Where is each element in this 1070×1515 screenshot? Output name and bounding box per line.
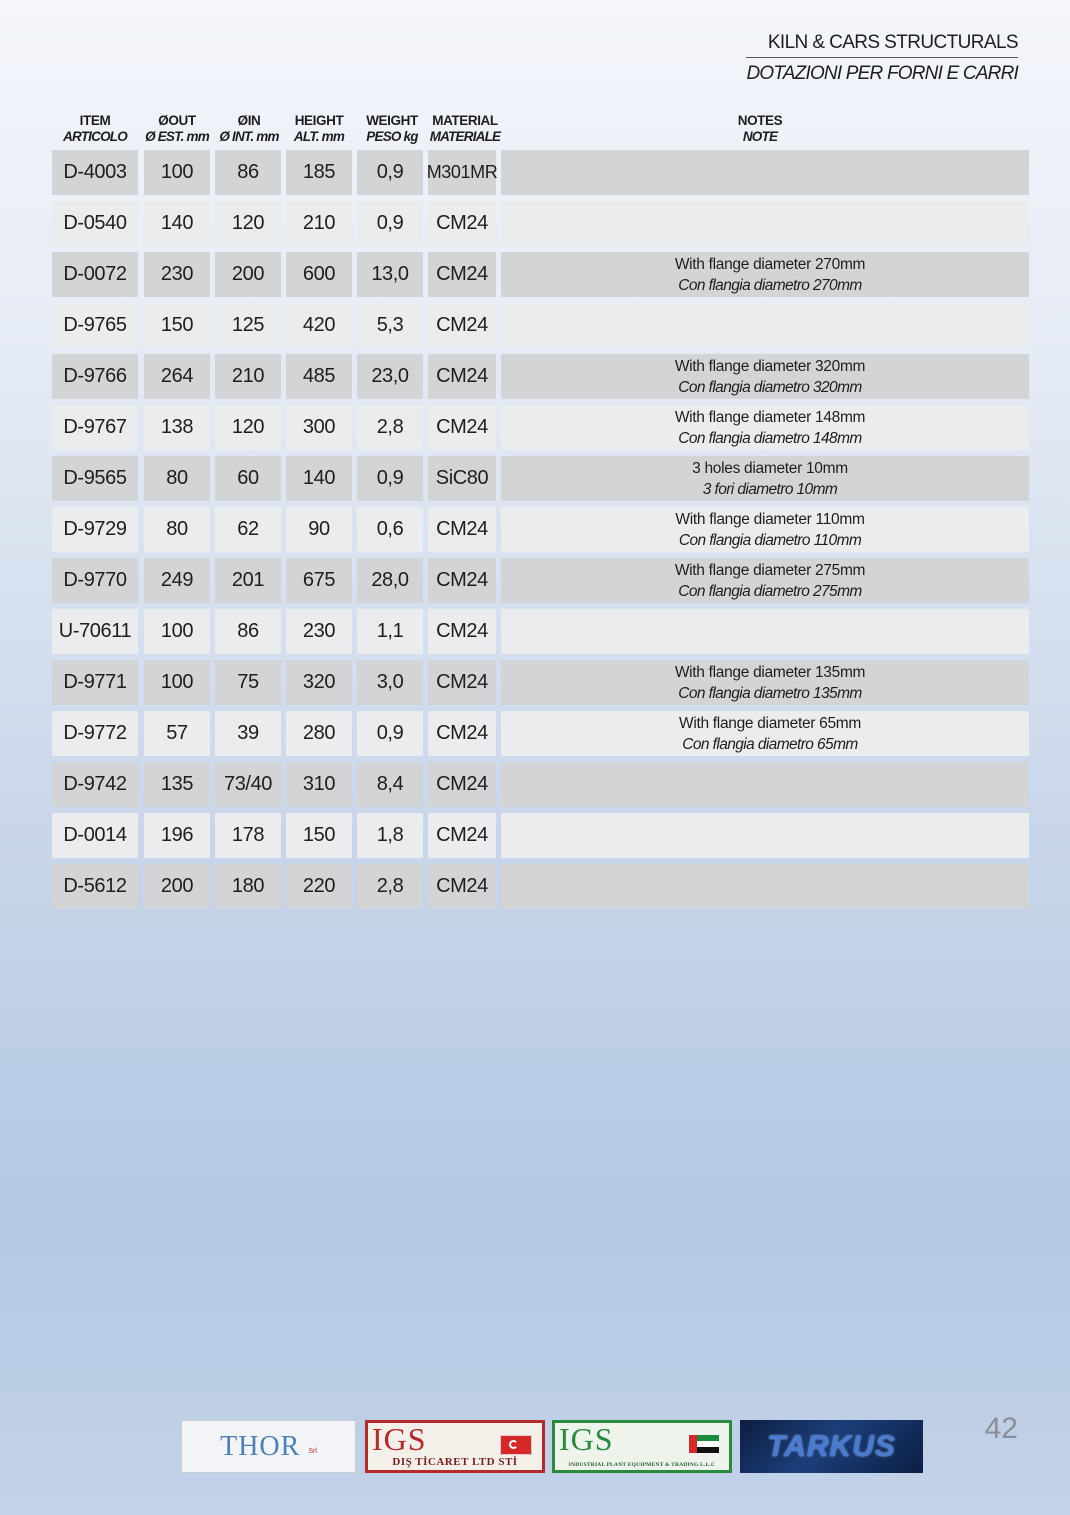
cell-notes	[501, 252, 1029, 297]
header-title-en: KILN & CARS STRUCTURALS	[746, 32, 1018, 58]
tarkus-logo: TARKUS	[740, 1420, 923, 1473]
cell-notes	[501, 711, 1029, 756]
note-it: Con flangia diametro 148mm	[678, 429, 862, 447]
cell-weight: 3,0	[357, 660, 423, 705]
igs-uae-logo: IGS INDUSTRIAL PLANT EQUIPMENT & TRADING L.L.C	[552, 1420, 732, 1473]
cell-height: 150	[286, 813, 352, 858]
cell-material: CM24	[428, 813, 496, 858]
cell-height: 420	[286, 303, 352, 348]
table-row	[52, 813, 1019, 858]
table-row	[52, 405, 1019, 450]
note-en: With flange diameter 135mm	[674, 663, 866, 681]
table-row	[52, 456, 1019, 501]
cell-item: D-0072	[52, 252, 138, 297]
cell-height: 230	[286, 609, 352, 654]
cell-item: D-5612	[52, 864, 138, 909]
colhead-notes: NOTES NOTE	[737, 113, 783, 144]
cell-item: D-9767	[52, 405, 138, 450]
cell-material: CM24	[428, 711, 496, 756]
cell-weight: 0,9	[357, 456, 423, 501]
cell-out: 135	[144, 762, 210, 807]
cell-item: D-9766	[52, 354, 138, 399]
cell-in: 86	[215, 609, 281, 654]
cell-height: 310	[286, 762, 352, 807]
table-row	[52, 354, 1019, 399]
cell-notes	[501, 813, 1029, 858]
cell-weight: 0,6	[357, 507, 423, 552]
cell-height: 320	[286, 660, 352, 705]
table-row	[52, 303, 1019, 348]
cell-material: CM24	[428, 558, 496, 603]
cell-item: D-9772	[52, 711, 138, 756]
note-it: Con flangia diametro 275mm	[678, 582, 862, 600]
cell-notes	[501, 660, 1029, 705]
cell-item: D-4003	[52, 150, 138, 195]
cell-in: 210	[215, 354, 281, 399]
note-en: With flange diameter 148mm	[674, 408, 866, 426]
turkey-flag-icon	[500, 1435, 532, 1455]
cell-notes	[501, 864, 1029, 909]
cell-notes	[501, 507, 1029, 552]
cell-notes	[501, 456, 1029, 501]
cell-height: 90	[286, 507, 352, 552]
note-it: Con flangia diametro 65mm	[682, 735, 858, 753]
cell-out: 100	[144, 609, 210, 654]
table-row	[52, 252, 1019, 297]
table-row	[52, 762, 1019, 807]
cell-material: CM24	[428, 762, 496, 807]
cell-material: CM24	[428, 507, 496, 552]
cell-out: 100	[144, 660, 210, 705]
cell-notes	[501, 558, 1029, 603]
cell-weight: 1,1	[357, 609, 423, 654]
cell-in: 200	[215, 252, 281, 297]
note-it: Con flangia diametro 110mm	[678, 531, 862, 549]
cell-material: SiC80	[428, 456, 496, 501]
cell-in: 86	[215, 150, 281, 195]
cell-height: 185	[286, 150, 352, 195]
cell-in: 125	[215, 303, 281, 348]
cell-weight: 5,3	[357, 303, 423, 348]
cell-out: 200	[144, 864, 210, 909]
cell-out: 80	[144, 507, 210, 552]
cell-weight: 8,4	[357, 762, 423, 807]
cell-item: D-9742	[52, 762, 138, 807]
cell-notes	[501, 303, 1029, 348]
cell-height: 600	[286, 252, 352, 297]
cell-in: 75	[215, 660, 281, 705]
table-row	[52, 507, 1019, 552]
cell-item: D-0540	[52, 201, 138, 246]
cell-notes	[501, 762, 1029, 807]
cell-out: 138	[144, 405, 210, 450]
cell-out: 140	[144, 201, 210, 246]
cell-in: 62	[215, 507, 281, 552]
cell-weight: 0,9	[357, 201, 423, 246]
table-row	[52, 711, 1019, 756]
colhead-material: MATERIAL MATERIALE	[429, 113, 501, 144]
cell-in: 39	[215, 711, 281, 756]
cell-material: CM24	[428, 405, 496, 450]
note-en: 3 holes diameter 10mm	[692, 459, 848, 477]
note-it: Con flangia diametro 320mm	[678, 378, 862, 396]
cell-height: 485	[286, 354, 352, 399]
cell-item: D-0014	[52, 813, 138, 858]
cell-notes	[501, 150, 1029, 195]
thor-logo: THOR Srl	[181, 1420, 356, 1473]
cell-item: D-9565	[52, 456, 138, 501]
cell-weight: 28,0	[357, 558, 423, 603]
cell-out: 57	[144, 711, 210, 756]
cell-material: CM24	[428, 303, 496, 348]
page-number: 42	[984, 1412, 1018, 1445]
cell-notes	[501, 201, 1029, 246]
cell-out: 249	[144, 558, 210, 603]
header-title-it: DOTAZIONI PER FORNI E CARRI	[746, 63, 1018, 84]
cell-height: 300	[286, 405, 352, 450]
cell-out: 230	[144, 252, 210, 297]
cell-height: 210	[286, 201, 352, 246]
product-table	[52, 150, 1019, 915]
cell-material: CM24	[428, 201, 496, 246]
cell-item: U-70611	[52, 609, 138, 654]
colhead-in: ØIN Ø INT. mm	[219, 113, 279, 144]
cell-in: 120	[215, 405, 281, 450]
cell-item: D-9770	[52, 558, 138, 603]
note-en: With flange diameter 110mm	[675, 510, 865, 528]
cell-in: 120	[215, 201, 281, 246]
cell-in: 73/40	[215, 762, 281, 807]
uae-flag-icon	[689, 1435, 719, 1453]
cell-in: 180	[215, 864, 281, 909]
colhead-out: ØOUT Ø EST. mm	[145, 113, 209, 144]
cell-weight: 13,0	[357, 252, 423, 297]
cell-height: 140	[286, 456, 352, 501]
colhead-weight: WEIGHT PESO kg	[366, 113, 418, 144]
cell-out: 196	[144, 813, 210, 858]
cell-material: CM24	[428, 354, 496, 399]
cell-in: 178	[215, 813, 281, 858]
cell-height: 675	[286, 558, 352, 603]
colhead-item: ITEM ARTICOLO	[63, 113, 127, 144]
table-row	[52, 150, 1019, 195]
cell-item: D-9771	[52, 660, 138, 705]
note-it: 3 fori diametro 10mm	[702, 480, 838, 498]
note-it: Con flangia diametro 270mm	[678, 276, 862, 294]
cell-out: 264	[144, 354, 210, 399]
cell-weight: 2,8	[357, 405, 423, 450]
cell-material: CM24	[428, 252, 496, 297]
table-row	[52, 558, 1019, 603]
cell-out: 80	[144, 456, 210, 501]
cell-material: CM24	[428, 864, 496, 909]
note-en: With flange diameter 275mm	[674, 561, 866, 579]
cell-material: M301MR	[428, 150, 496, 195]
cell-in: 201	[215, 558, 281, 603]
cell-height: 220	[286, 864, 352, 909]
table-row	[52, 864, 1019, 909]
page-header	[746, 32, 1018, 85]
cell-material: CM24	[428, 660, 496, 705]
table-row	[52, 201, 1019, 246]
cell-item: D-9729	[52, 507, 138, 552]
cell-item: D-9765	[52, 303, 138, 348]
cell-height: 280	[286, 711, 352, 756]
cell-weight: 23,0	[357, 354, 423, 399]
note-en: With flange diameter 270mm	[674, 255, 866, 273]
cell-out: 100	[144, 150, 210, 195]
note-en: With flange diameter 65mm	[678, 714, 862, 732]
cell-notes	[501, 354, 1029, 399]
cell-weight: 0,9	[357, 150, 423, 195]
cell-weight: 0,9	[357, 711, 423, 756]
cell-weight: 2,8	[357, 864, 423, 909]
note-it: Con flangia diametro 135mm	[678, 684, 862, 702]
note-en: With flange diameter 320mm	[674, 357, 866, 375]
cell-material: CM24	[428, 609, 496, 654]
colhead-height: HEIGHT ALT. mm	[293, 113, 345, 144]
table-row	[52, 609, 1019, 654]
cell-notes	[501, 609, 1029, 654]
cell-weight: 1,8	[357, 813, 423, 858]
cell-out: 150	[144, 303, 210, 348]
igs-turkey-logo: IGS DIŞ TİCARET LTD STİ	[365, 1420, 545, 1473]
table-row	[52, 660, 1019, 705]
cell-notes	[501, 405, 1029, 450]
cell-in: 60	[215, 456, 281, 501]
